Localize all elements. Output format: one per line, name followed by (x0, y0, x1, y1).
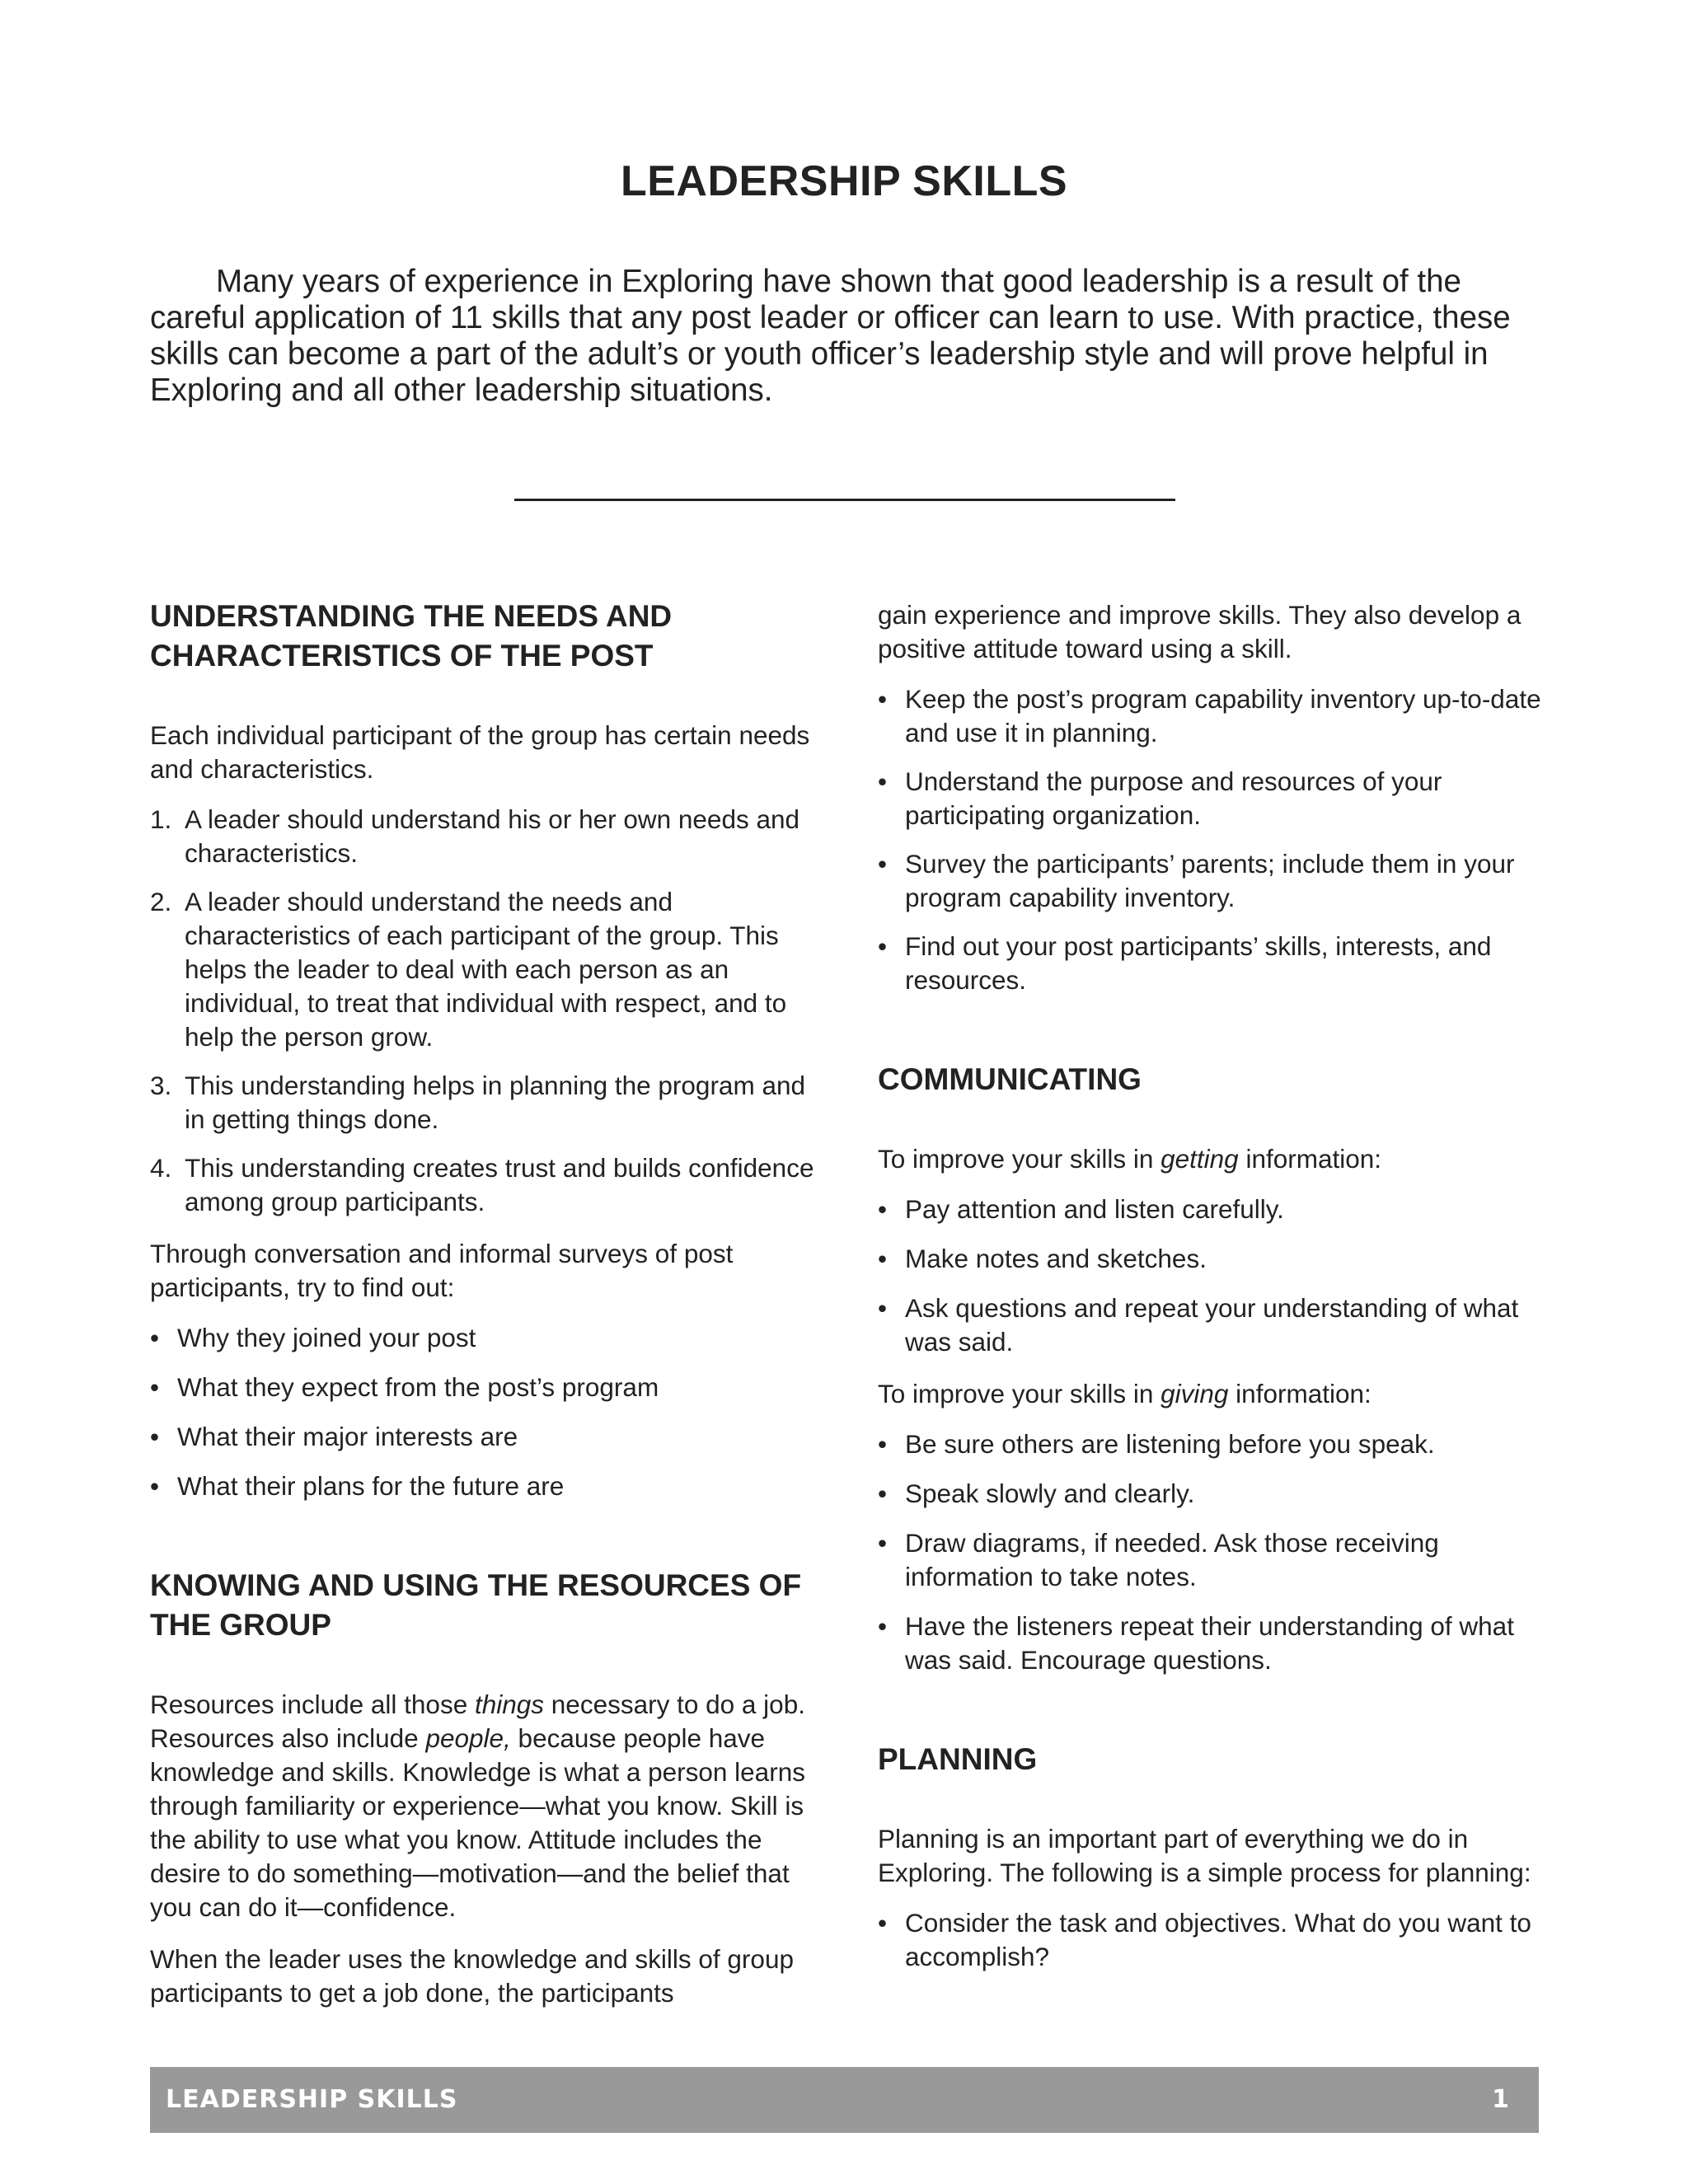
bullet-list-item: • What their plans for the future are (150, 1471, 565, 1501)
right-column (878, 598, 1554, 1974)
numbered-list-item: 3. This understanding helps in planning the program and in getting things done. (150, 1071, 806, 1134)
bullet-list-item: • Find out your post participants’ skills, interests, and resources. (878, 931, 1492, 995)
bullet-list-item: • Have the listeners repeat their understanding of what was said. Encourage questions. (878, 1611, 1514, 1675)
bullet-list-item: • Survey the participants’ parents; include them in your program capability inventory. (878, 849, 1515, 912)
bullet-list-item: • Speak slowly and clearly. (878, 1479, 1195, 1508)
planning-paragraph: Planning is an important part of everything we do in Exploring. The following is a simple process for planning: (878, 1824, 1531, 1887)
needs-intro-paragraph: Each individual participant of the group has certain needs and characteristics. (150, 720, 810, 784)
numbered-list-item: 4. This understanding creates trust and builds confidence among group participants. (150, 1153, 814, 1216)
bullet-list-item: • Understand the purpose and resources of your participating organization. (878, 766, 1442, 830)
planning-bullet-list (878, 1906, 1554, 1974)
footer-label: LEADERSHIP SKILLS (166, 2085, 458, 2114)
section-heading-planning: PLANNING (878, 1742, 1038, 1776)
bullet-list-item: • Draw diagrams, if needed. Ask those receiving information to take notes. (878, 1528, 1439, 1591)
numbered-list-item: 1. A leader should understand his or her own needs and characteristics. (150, 804, 800, 868)
survey-paragraph: Through conversation and informal surveys of post participants, try to find out: (150, 1239, 734, 1302)
bullet-list-item: • What their major interests are (150, 1422, 518, 1451)
resources-paragraph: Resources include all those things necessary to do a job. Resources also include people, because people have knowledge and skills. Knowledge is what a person learns through familiarity or experience—what you know. Skill is the ability to use what you know. Attitude includes the desire to do something—motivation—and the belief that you can do it—confidence. (150, 1690, 805, 1922)
left-column (150, 597, 818, 2010)
survey-bullet-list (150, 1321, 818, 1503)
divider-rule (514, 499, 1175, 501)
bullet-list-item: • Pay attention and listen carefully. (878, 1194, 1284, 1224)
giving-info-paragraph: To improve your skills in giving information: (878, 1379, 1372, 1408)
bullet-list-item: • Keep the post’s program capability inventory up-to-date and use it in planning. (878, 684, 1541, 748)
page-title: LEADERSHIP SKILLS (620, 157, 1068, 205)
section-heading-needs: UNDERSTANDING THE NEEDS AND CHARACTERISTICS OF THE POST (150, 599, 673, 673)
bullet-list-item: • Make notes and sketches. (878, 1244, 1207, 1273)
bullet-list-item: • What they expect from the post’s program (150, 1372, 659, 1402)
getting-info-paragraph: To improve your skills in getting information: (878, 1144, 1382, 1174)
intro-paragraph: Many years of experience in Exploring have shown that good leadership is a result of the careful application of 11 skills that any post leader or officer can learn to use. With practice, these skills can become a part of the adult’s or youth officer’s leadership style and will prove helpful in Exploring and all other leadership situations. (150, 264, 1511, 408)
resources-bullet-list (878, 682, 1554, 997)
bullet-list-item: • Consider the task and objectives. What do you want to accomplish? (878, 1908, 1531, 1971)
needs-numbered-list (150, 803, 818, 1219)
numbered-list-item: 2. A leader should understand the needs and characteristics of each participant of the group. This helps the leader to deal with each person as an individual, to treat that individual with respect, and to help the person grow. (150, 887, 787, 1052)
page-number: 1 (1492, 2085, 1509, 2114)
page-footer (150, 2067, 1539, 2133)
bullet-list-item: • Why they joined your post (150, 1323, 476, 1352)
continued-paragraph: gain experience and improve skills. They also develop a positive attitude toward using a skill. (878, 600, 1522, 663)
section-heading-resources: KNOWING AND USING THE RESOURCES OF THE GROUP (150, 1568, 802, 1642)
bullet-list-item: • Be sure others are listening before you speak. (878, 1429, 1435, 1459)
section-heading-communicating: COMMUNICATING (878, 1062, 1142, 1096)
getting-bullet-list (878, 1193, 1554, 1359)
resources-paragraph-2: When the leader uses the knowledge and skills of group participants to get a job done, the participants (150, 1944, 794, 2008)
giving-bullet-list (878, 1427, 1554, 1677)
bullet-list-item: • Ask questions and repeat your understanding of what was said. (878, 1293, 1519, 1357)
